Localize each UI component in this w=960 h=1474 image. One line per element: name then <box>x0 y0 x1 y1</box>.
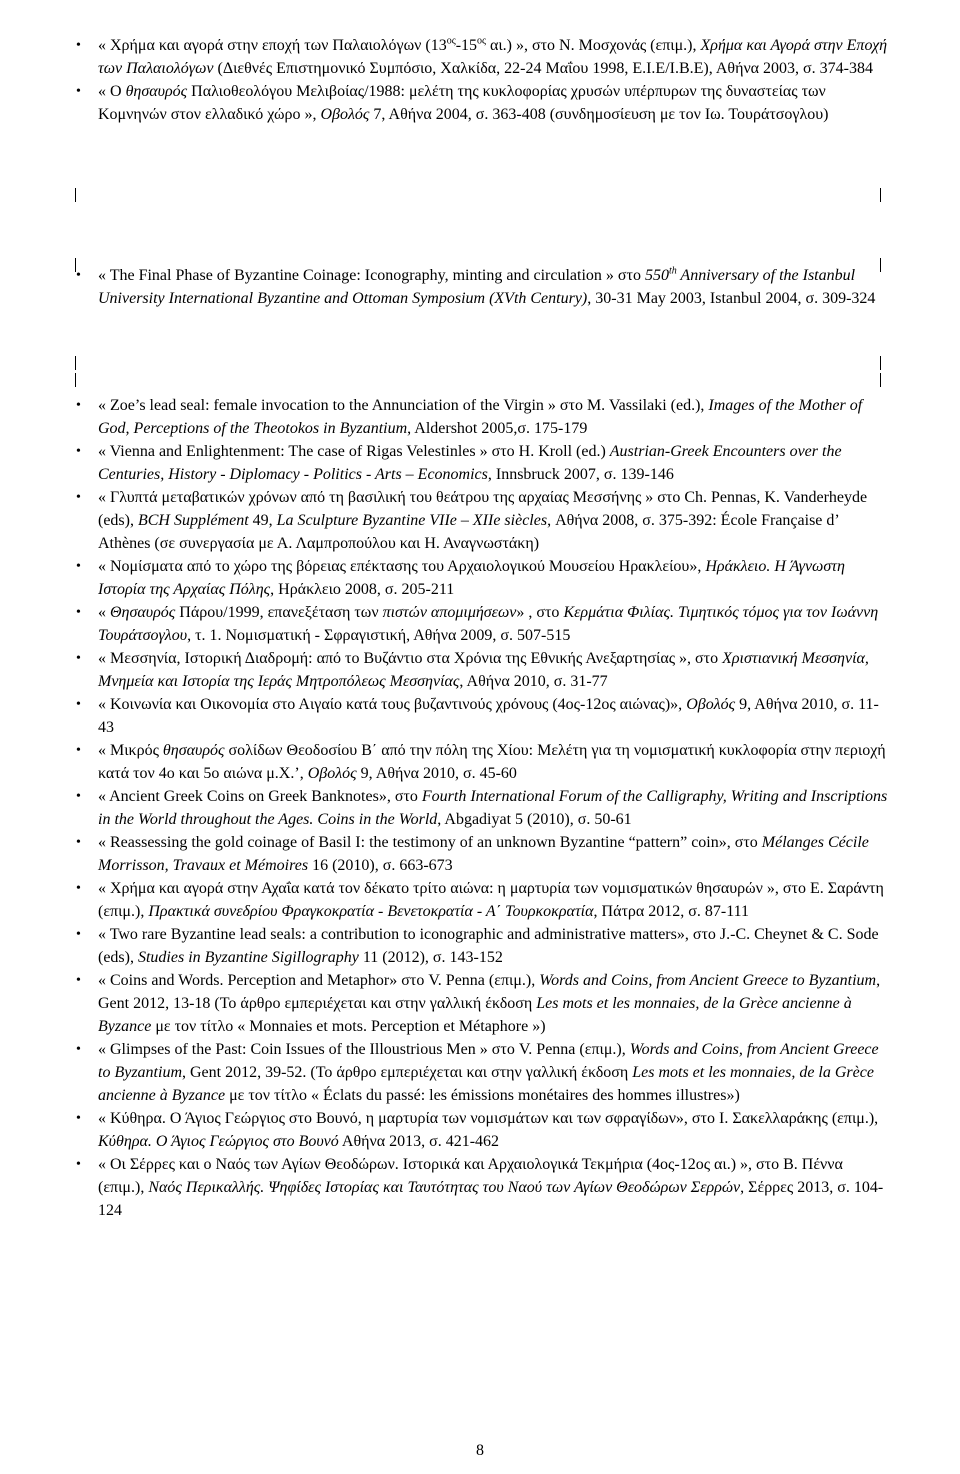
reference-text: « Zoe’s lead seal: female invocation to the Annunciation of the Virgin » στο M. Vassilaki (ed.), Images of the Mother of God, Perceptions of the Theotokos in Byzantium, Aldershot 2005,σ. 175-179 <box>98 397 863 437</box>
list-item: • « Θησαυρός Πάρου/1999, επανεξέταση των πιστών απομιμήσεων» , στο Κερμάτια Φιλίας. Τιμητικός τόμος για τον Ιωάννη Τουράτσογλου, τ. 1. Νομισματική - Σφραγιστική, Αθήνα 2009, σ. 507-515 <box>76 604 879 644</box>
list-item: • « Zoe’s lead seal: female invocation to the Annunciation of the Virgin » στο M. Vassilaki (ed.), Images of the Mother of God, Perceptions of the Theotokos in Byzantium, Aldershot 2005,σ. 175-179 <box>76 397 863 437</box>
block-1 <box>70 34 890 126</box>
list-item: • « The Final Phase of Byzantine Coinage: Iconography, minting and circulation » στο 550th Anniversary of the Istanbul University International Byzantine and Ottoman Symposium (XVth Century), 30-31 May 2003, Istanbul 2004, σ. 309-324 <box>76 265 876 307</box>
reference-text: « Μικρός θησαυρός σολίδων Θεοδοσίου Β΄ από την πόλη της Χίου: Μελέτη για τη νομισματική κυκλοφορία στην περιοχή κατά τον 4ο και 5ο αιώνα μ.Χ.’, Οβολός 9, Αθήνα 2010, σ. 45-60 <box>98 742 886 782</box>
list-item: • « Glimpses of the Past: Coin Issues of the Illoustrious Men » στο V. Penna (επιμ.), Words and Coins, from Ancient Greece to Byzantium, Gent 2012, 39-52. (Το άρθρο εμπεριέχεται και στην γαλλική έκδοση Les mots et les monnaies, de la Grèce ancienne à Byzance με τον τίτλο « Éclats du passé: les émissions monétaires des hommes illustres») <box>76 1041 879 1104</box>
reference-text: « Glimpses of the Past: Coin Issues of the Illoustrious Men » στο V. Penna (επιμ.), Words and Coins, from Ancient Greece to Byzantium, Gent 2012, 39-52. (Το άρθρο εμπεριέχεται και στην γαλλική έκδοση Les mots et les monnaies, de la Grèce ancienne à Byzance με τον τίτλο « Éclats du passé: les émissions monétaires des hommes illustres») <box>98 1041 879 1104</box>
block-3 <box>70 394 890 1222</box>
list-item: • « Γλυπτά μεταβατικών χρόνων από τη βασιλική του θεάτρου της αρχαίας Μεσσήνης » στο Ch. Pennas, K. Vanderheyde (eds), BCH Supplément 49, La Sculpture Byzantine VIIe – XIIe siècles, Αθήνα 2008, σ. 375-392: École Française d’ Athènes (σε συνεργασία με Α. Λαμπροπούλου και Η. Αναγνωστάκη) <box>76 489 868 552</box>
list-item: • « Νομίσματα από το χώρο της βόρειας επέκτασης του Αρχαιολογικού Μουσείου Ηρακλείου», Ηράκλειο. Η Άγνωστη Ιστορία της Αρχαίας Πόλης, Ηράκλειο 2008, σ. 205-211 <box>76 558 845 598</box>
reference-text: « Χρήμα και αγορά στην εποχή των Παλαιολόγων ($13^{o\varsigma}-15^{o\varsigma}$ αι.) », στο Ν. Μοσχονάς (επιμ.), Χρήμα και Αγορά στην Εποχή των Παλαιολόγων (Διεθνές Επιστημονικό Συμπόσιο, Χαλκίδα, 22-24 Μαΐου 1998, Ε.Ι.Ε/Ι.Β.Ε), Αθήνα 2003, σ. 374-384 <box>98 35 888 77</box>
reference-text: « Κύθηρα. Ο Άγιος Γεώργιος στο Βουνό, η μαρτυρία των νομισμάτων και των σφραγίδων», στο Ι. Σακελλαράκης (επιμ.), Κύθηρα. Ο Άγιος Γεώργιος στο Βουνό Αθήνα 2013, σ. 421-462 <box>98 1110 879 1150</box>
list-item: • « Χρήμα και αγορά στην Αχαΐα κατά τον δέκατο τρίτο αιώνα: η μαρτυρία των νομισματικών θησαυρών », στο Ε. Σαράντη (επιμ.), Πρακτικά συνεδρίου Φραγκοκρατία - Βενετοκρατία - Α΄ Τουρκοκρατία, Πάτρα 2012, σ. 87-111 <box>76 880 884 920</box>
list-item: • « Κοινωνία και Οικονομία στο Αιγαίο κατά τους βυζαντινούς χρόνους (4ος-12ος αιώνας)», Οβολός 9, Αθήνα 2010, σ. 11-43 <box>76 696 879 736</box>
block-2 <box>70 264 890 310</box>
reference-text: « Νομίσματα από το χώρο της βόρειας επέκτασης του Αρχαιολογικού Μουσείου Ηρακλείου», Ηράκλειο. Η Άγνωστη Ιστορία της Αρχαίας Πόλης, Ηράκλειο 2008, σ. 205-211 <box>98 558 845 598</box>
reference-text: « Οι Σέρρες και ο Ναός των Αγίων Θεοδώρων. Ιστορικά και Αρχαιολογικά Τεκμήρια (4ος-12ος αι.) », στο Β. Πέννα (επιμ.), Ναός Περικαλλής. Ψηφίδες Ιστορίας και Ταυτότητας του Ναού των Αγίων Θεοδώρων Σερρών, Σέρρες 2013, σ. 104-124 <box>98 1156 884 1219</box>
list-item: • « Χρήμα και αγορά στην εποχή των Παλαιολόγων ($13^{o\varsigma}-15^{o\varsigma}$ αι.) », στο Ν. Μοσχονάς (επιμ.), Χρήμα και Αγορά στην Εποχή των Παλαιολόγων (Διεθνές Επιστημονικό Συμπόσιο, Χαλκίδα, 22-24 Μαΐου 1998, Ε.Ι.Ε/Ι.Β.Ε), Αθήνα 2003, σ. 374-384 <box>76 35 888 77</box>
list-item: • « Μικρός θησαυρός σολίδων Θεοδοσίου Β΄ από την πόλη της Χίου: Μελέτη για τη νομισματική κυκλοφορία στην περιοχή κατά τον 4ο και 5ο αιώνα μ.Χ.’, Οβολός 9, Αθήνα 2010, σ. 45-60 <box>76 742 886 782</box>
list-item: • « Coins and Words. Perception and Metaphor» στο V. Penna (επιμ.), Words and Coins, from Ancient Greece to Byzantium, Gent 2012, 13-18 (Το άρθρο εμπεριέχεται και στην γαλλική έκδοση Les mots et les monnaies, de la Grèce ancienne à Byzance με τον τίτλο « Monnaies et mots. Perception et Métaphore ») <box>76 972 881 1035</box>
list-item: • « Reassessing the gold coinage of Basil I: the testimony of an unknown Byzantine “pattern” coin», στο Mélanges Cécile Morrisson, Travaux et Mémoires 16 (2010), σ. 663-673 <box>76 834 869 874</box>
reference-text: « Θησαυρός Πάρου/1999, επανεξέταση των πιστών απομιμήσεων» , στο Κερμάτια Φιλίας. Τιμητικός τόμος για τον Ιωάννη Τουράτσογλου, τ. 1. Νομισματική - Σφραγιστική, Αθήνα 2009, σ. 507-515 <box>98 604 879 644</box>
page-number: 8 <box>476 1442 484 1459</box>
reference-text: « Ancient Greek Coins on Greek Banknotes», στο Fourth International Forum of the Calligraphy, Writing and Inscriptions in the World throughout the Ages. Coins in the World, Abgadiyat 5 (2010), σ. 50-61 <box>98 788 888 828</box>
separator-marks <box>0 188 960 202</box>
reference-text: « The Final Phase of Byzantine Coinage: Iconography, minting and circulation » στο 550th Anniversary of the Istanbul University International Byzantine and Ottoman Symposium (XVth Century), 30-31 May 2003, Istanbul 2004, σ. 309-324 <box>98 265 876 307</box>
reference-text: « Reassessing the gold coinage of Basil I: the testimony of an unknown Byzantine “pattern” coin», στο Mélanges Cécile Morrisson, Travaux et Mémoires 16 (2010), σ. 663-673 <box>98 834 869 874</box>
list-item: • « Two rare Byzantine lead seals: a contribution to iconographic and administrative matters», στο J.-C. Cheynet & C. Sode (eds), Studies in Byzantine Sigillography 11 (2012), σ. 143-152 <box>76 926 879 966</box>
reference-text: « Coins and Words. Perception and Metaphor» στο V. Penna (επιμ.), Words and Coins, from Ancient Greece to Byzantium, Gent 2012, 13-18 (Το άρθρο εμπεριέχεται και στην γαλλική έκδοση Les mots et les monnaies, de la Grèce ancienne à Byzance με τον τίτλο « Monnaies et mots. Perception et Métaphore ») <box>98 972 881 1035</box>
reference-text: « Γλυπτά μεταβατικών χρόνων από τη βασιλική του θεάτρου της αρχαίας Μεσσήνης » στο Ch. Pennas, K. Vanderheyde (eds), BCH Supplément 49, La Sculpture Byzantine VIIe – XIIe siècles, Αθήνα 2008, σ. 375-392: École Française d’ Athènes (σε συνεργασία με Α. Λαμπροπούλου και Η. Αναγνωστάκη) <box>98 489 868 552</box>
reference-text: « Two rare Byzantine lead seals: a contribution to iconographic and administrative matters», στο J.-C. Cheynet & C. Sode (eds), Studies in Byzantine Sigillography 11 (2012), σ. 143-152 <box>98 926 879 966</box>
list-item: • « Vienna and Enlightenment: The case of Rigas Velestinles » στο H. Kroll (ed.) Austrian-Greek Encounters over the Centuries, History - Diplomacy - Politics - Arts – Economics, Innsbruck 2007, σ. 139-146 <box>76 443 842 483</box>
list-item: • « Μεσσηνία, Ιστορική Διαδρομή: από το Βυζάντιο στα Χρόνια της Εθνικής Ανεξαρτησίας », στο Χριστιανική Μεσσηνία, Μνημεία και Ιστορία της Ιεράς Μητροπόλεως Μεσσηνίας, Αθήνα 2010, σ. 31-77 <box>76 650 869 690</box>
reference-text: « Ο θησαυρός Παλιοθεολόγου Μελιβοίας/1988: μελέτη της κυκλοφορίας χρυσών υπέρπυρων της δυναστείας των Κομνηνών στον ελλαδικό χώρο », Οβολός 7, Αθήνα 2004, σ. 363-408 (συνδημοσίευση με τον Ιω. Τουράτσογλου) <box>98 83 829 123</box>
list-item: • « Ancient Greek Coins on Greek Banknotes», στο Fourth International Forum of the Calligraphy, Writing and Inscriptions in the World throughout the Ages. Coins in the World, Abgadiyat 5 (2010), σ. 50-61 <box>76 788 888 828</box>
list-item: • « Ο θησαυρός Παλιοθεολόγου Μελιβοίας/1988: μελέτη της κυκλοφορίας χρυσών υπέρπυρων της δυναστείας των Κομνηνών στον ελλαδικό χώρο », Οβολός 7, Αθήνα 2004, σ. 363-408 (συνδημοσίευση με τον Ιω. Τουράτσογλου) <box>76 83 829 123</box>
list-item: • « Οι Σέρρες και ο Ναός των Αγίων Θεοδώρων. Ιστορικά και Αρχαιολογικά Τεκμήρια (4ος-12ος αι.) », στο Β. Πέννα (επιμ.), Ναός Περικαλλής. Ψηφίδες Ιστορίας και Ταυτότητας του Ναού των Αγίων Θεοδώρων Σερρών, Σέρρες 2013, σ. 104-124 <box>76 1156 884 1219</box>
reference-text: « Κοινωνία και Οικονομία στο Αιγαίο κατά τους βυζαντινούς χρόνους (4ος-12ος αιώνας)», Οβολός 9, Αθήνα 2010, σ. 11-43 <box>98 696 879 736</box>
separator-marks <box>0 356 960 370</box>
separator-marks <box>0 373 960 387</box>
reference-text: « Vienna and Enlightenment: The case of Rigas Velestinles » στο H. Kroll (ed.) Austrian-Greek Encounters over the Centuries, History - Diplomacy - Politics - Arts – Economics, Innsbruck 2007, σ. 139-146 <box>98 443 842 483</box>
reference-text: « Μεσσηνία, Ιστορική Διαδρομή: από το Βυζάντιο στα Χρόνια της Εθνικής Ανεξαρτησίας », στο Χριστιανική Μεσσηνία, Μνημεία και Ιστορία της Ιεράς Μητροπόλεως Μεσσηνίας, Αθήνα 2010, σ. 31-77 <box>98 650 869 690</box>
list-item: • « Κύθηρα. Ο Άγιος Γεώργιος στο Βουνό, η μαρτυρία των νομισμάτων και των σφραγίδων», στο Ι. Σακελλαράκης (επιμ.), Κύθηρα. Ο Άγιος Γεώργιος στο Βουνό Αθήνα 2013, σ. 421-462 <box>76 1110 879 1150</box>
reference-text: « Χρήμα και αγορά στην Αχαΐα κατά τον δέκατο τρίτο αιώνα: η μαρτυρία των νομισματικών θησαυρών », στο Ε. Σαράντη (επιμ.), Πρακτικά συνεδρίου Φραγκοκρατία - Βενετοκρατία - Α΄ Τουρκοκρατία, Πάτρα 2012, σ. 87-111 <box>98 880 884 920</box>
